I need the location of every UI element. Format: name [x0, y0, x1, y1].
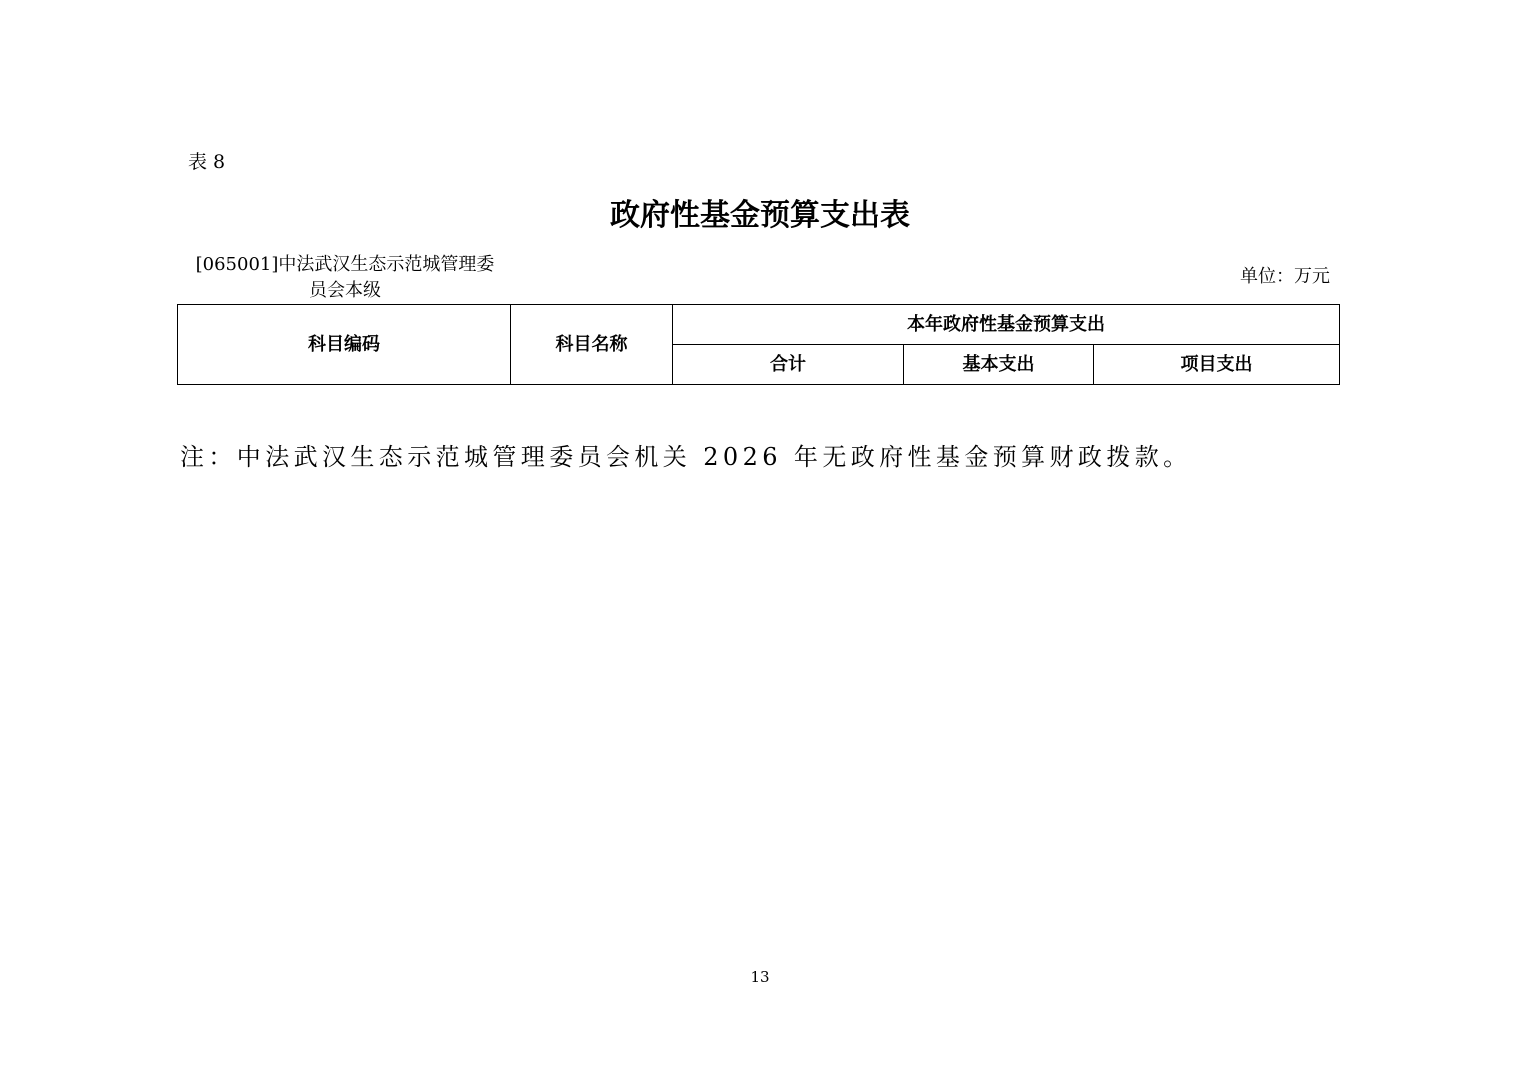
header-project-expenditure: 项目支出	[1094, 345, 1340, 385]
header-subject-code: 科目编码	[178, 305, 511, 385]
budget-table	[177, 304, 1340, 385]
header-subject-name: 科目名称	[511, 305, 673, 385]
organization-name-line1: [065001]中法武汉生态示范城管理委	[195, 254, 495, 275]
page-number: 13	[750, 968, 770, 986]
header-basic-expenditure: 基本支出	[904, 345, 1094, 385]
header-current-year-expenditure: 本年政府性基金预算支出	[673, 305, 1340, 345]
organization-name-line2: 员会本级	[309, 280, 381, 301]
note-text: 注：中法武汉生态示范城管理委员会机关 2026 年无政府性基金预算财政拨款。	[180, 443, 1192, 471]
organization-name	[186, 252, 504, 304]
table-label: 表 8	[188, 151, 226, 173]
unit-label: 单位：万元	[1240, 266, 1330, 287]
page-title: 政府性基金预算支出表	[610, 198, 910, 233]
header-row-1	[178, 305, 1340, 345]
header-total: 合计	[673, 345, 904, 385]
budget-table-header	[178, 305, 1340, 385]
